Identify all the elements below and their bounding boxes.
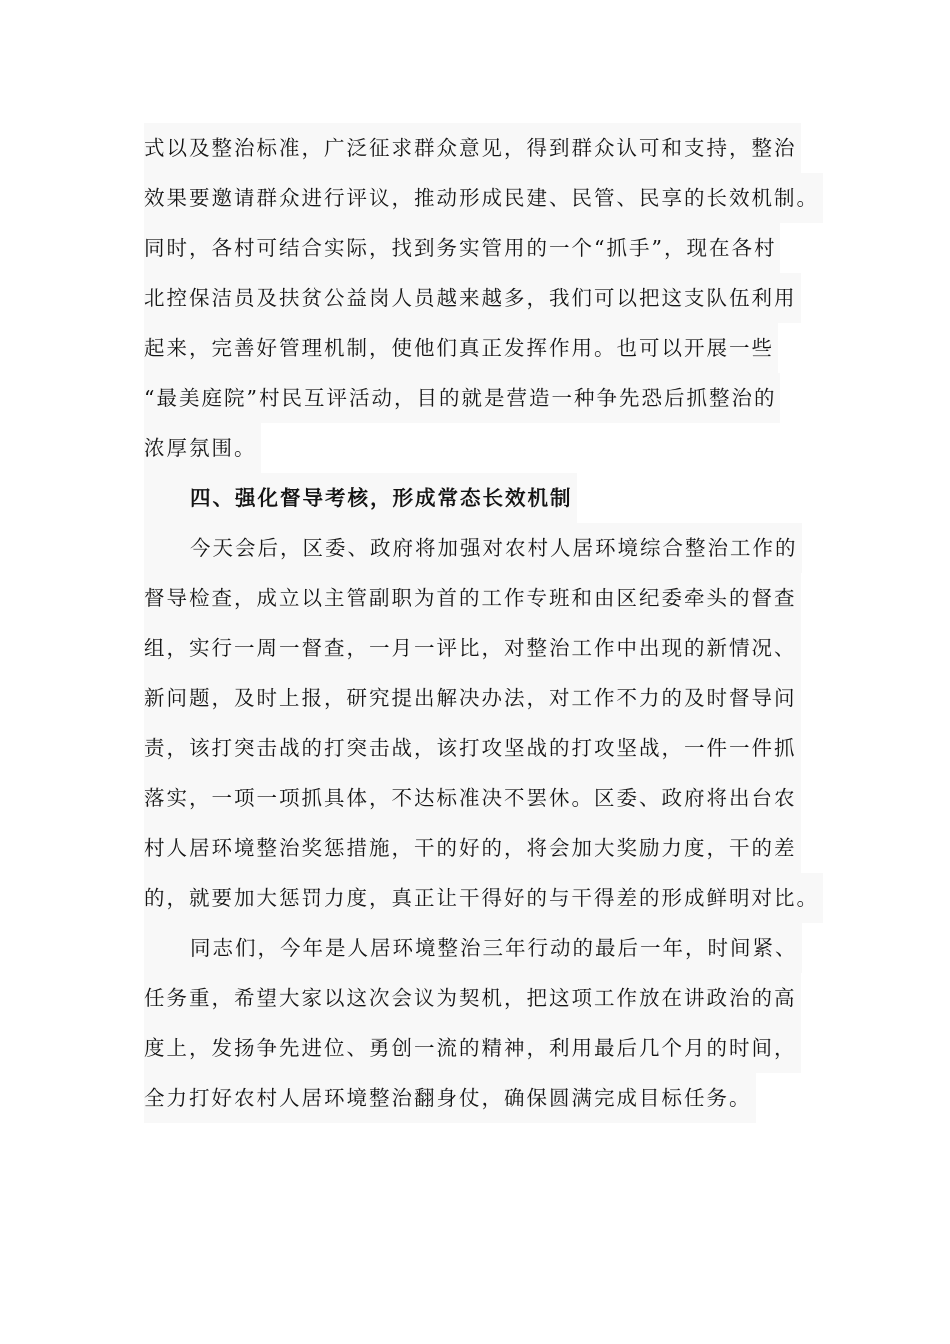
text-line: 浓厚氛围。	[144, 423, 261, 473]
document-body	[144, 123, 824, 1123]
paragraph	[144, 523, 824, 923]
text-line: 今天会后，区委、政府将加强对农村人居环境综合整治工作的	[144, 523, 802, 573]
text-line: 北控保洁员及扶贫公益岗人员越来越多，我们可以把这支队伍利用	[144, 273, 801, 323]
text-line: 度上，发扬争先进位、勇创一流的精神，利用最后几个月的时间，	[144, 1023, 801, 1073]
text-line: 全力打好农村人居环境整治翻身仗，确保圆满完成目标任务。	[144, 1073, 756, 1123]
text-line: “最美庭院”村民互评活动，目的就是营造一种争先恐后抓整治的	[144, 373, 780, 423]
text-line: 起来，完善好管理机制，使他们真正发挥作用。也可以开展一些	[144, 323, 778, 373]
paragraph	[144, 923, 824, 1123]
text-line: 新问题，及时上报，研究提出解决办法，对工作不力的及时督导问	[144, 673, 801, 723]
text-line: 任务重，希望大家以这次会议为契机，把这项工作放在讲政治的高	[144, 973, 801, 1023]
heading-text: 四、强化督导考核，形成常态长效机制	[144, 473, 577, 523]
text-line: 式以及整治标准，广泛征求群众意见，得到群众认可和支持，整治	[144, 123, 801, 173]
text-line: 组，实行一周一督查，一月一评比，对整治工作中出现的新情况、	[144, 623, 801, 673]
text-line: 效果要邀请群众进行评议，推动形成民建、民管、民享的长效机制。	[144, 173, 823, 223]
text-line: 责，该打突击战的打突击战，该打攻坚战的打攻坚战，一件一件抓	[144, 723, 801, 773]
section-heading	[144, 473, 824, 523]
text-line: 同志们，今年是人居环境整治三年行动的最后一年，时间紧、	[144, 923, 802, 973]
text-line: 落实，一项一项抓具体，不达标准决不罢休。区委、政府将出台农	[144, 773, 801, 823]
text-line: 村人居环境整治奖惩措施，干的好的，将会加大奖励力度，干的差	[144, 823, 801, 873]
text-line: 督导检查，成立以主管副职为首的工作专班和由区纪委牵头的督查	[144, 573, 801, 623]
text-line: 的，就要加大惩罚力度，真正让干得好的与干得差的形成鲜明对比。	[144, 873, 823, 923]
paragraph	[144, 123, 824, 473]
text-line: 同时，各村可结合实际，找到务实管用的一个“抓手”，现在各村	[144, 223, 780, 273]
